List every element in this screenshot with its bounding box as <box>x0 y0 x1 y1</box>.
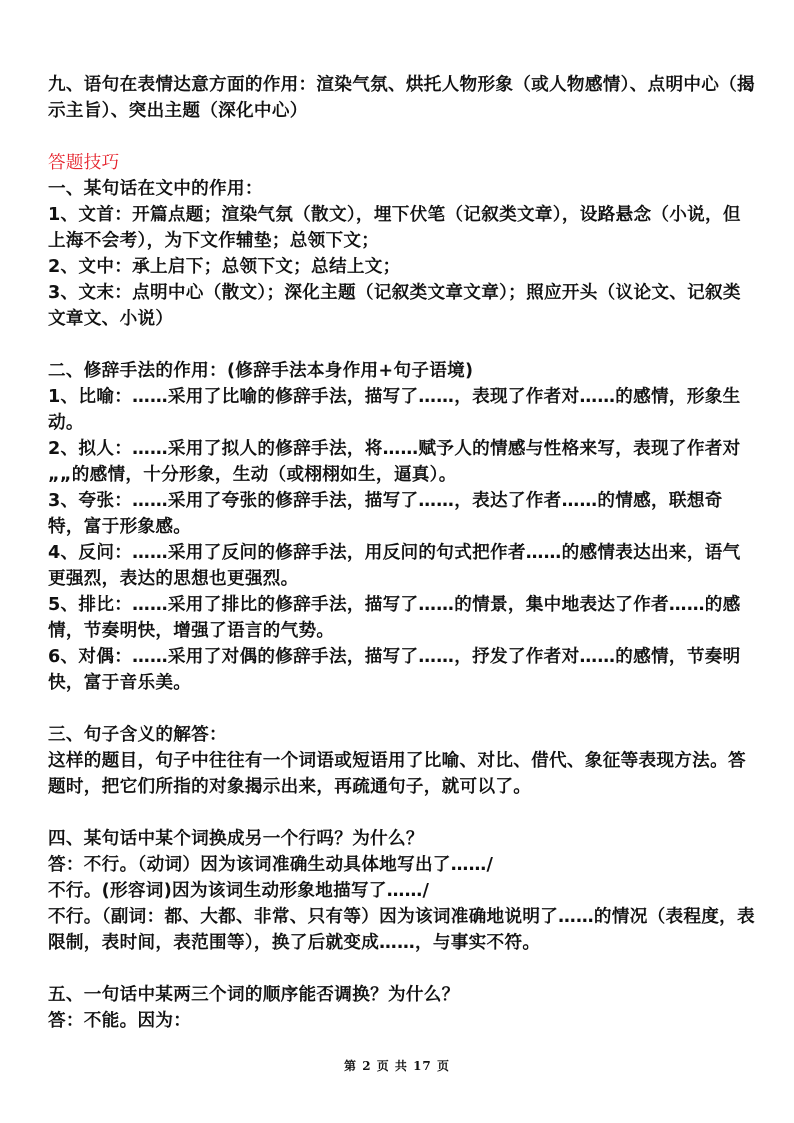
section-3-body: 这样的题目，句子中往往有一个词语或短语用了比喻、对比、借代、象征等表现方法。答题时，把它们所指的对象揭示出来，再疏通句子，就可以了。 <box>48 751 746 797</box>
section-2-item: 2、拟人：……采用了拟人的修辞手法，将……赋予人的情感与性格来写，表现了作者对„„的感情，十分形象，生动（或栩栩如生，逼真）。 <box>48 439 741 485</box>
page-number-footer: 第 2 页 共 17 页 <box>344 1059 450 1073</box>
section-3-title: 三、句子含义的解答： <box>48 725 227 745</box>
section-9-paragraph: 九、语句在表情达意方面的作用：渲染气氛、烘托人物形象（或人物感情）、点明中心（揭示主旨）、突出主题（深化中心） <box>48 75 755 121</box>
section-2-item: 1、比喻：……采用了比喻的修辞手法，描写了……，表现了作者对……的感情，形象生动。 <box>48 387 741 433</box>
section-4-answer: 不行。（副词：都、大都、非常、只有等）因为该词准确地说明了……的情况（表程度，表限制，表时间，表范围等），换了后就变成……，与事实不符。 <box>48 907 755 953</box>
section-2-item: 5、排比：……采用了排比的修辞手法，描写了……的情景，集中地表达了作者……的感情，节奏明快，增强了语言的气势。 <box>48 595 741 641</box>
section-1-item: 3、文末：点明中心（散文）；深化主题（记叙类文章文章）；照应开头（议论文、记叙类文章文、小说） <box>48 283 741 329</box>
section-1-item: 2、文中：承上启下；总领下文；总结上文； <box>48 257 401 277</box>
section-2-title: 二、修辞手法的作用：(修辞手法本身作用+句子语境) <box>48 361 474 381</box>
section-4-title: 四、某句话中某个词换成另一个行吗？为什么？ <box>48 829 424 849</box>
section-4-answer: 不行。(形容词)因为该词生动形象地描写了……/ <box>48 881 430 901</box>
section-5-title: 五、一句话中某两三个词的顺序能否调换？为什么？ <box>48 985 460 1005</box>
section-4-answer: 答：不行。（动词）因为该词准确生动具体地写出了……/ <box>48 855 494 875</box>
page-content <box>48 72 756 1034</box>
section-2-item: 6、对偶：……采用了对偶的修辞手法，描写了……，抒发了作者对……的感情，节奏明快，富于音乐美。 <box>48 647 741 693</box>
section-1-item: 1、文首：开篇点题；渲染气氛（散文），埋下伏笔（记叙类文章），设路悬念（小说，但上海不会考），为下文作辅垫；总领下文； <box>48 205 741 251</box>
section-1-title: 一、某句话在文中的作用： <box>48 179 263 199</box>
tips-heading: 答题技巧 <box>48 153 120 173</box>
section-5-answer: 答：不能。因为： <box>48 1011 192 1031</box>
section-2-item: 3、夸张：……采用了夸张的修辞手法，描写了……，表达了作者……的情感，联想奇特，富于形象感。 <box>48 491 723 537</box>
section-2-item: 4、反问：……采用了反问的修辞手法，用反问的句式把作者……的感情表达出来，语气更强烈，表达的思想也更强烈。 <box>48 543 741 589</box>
